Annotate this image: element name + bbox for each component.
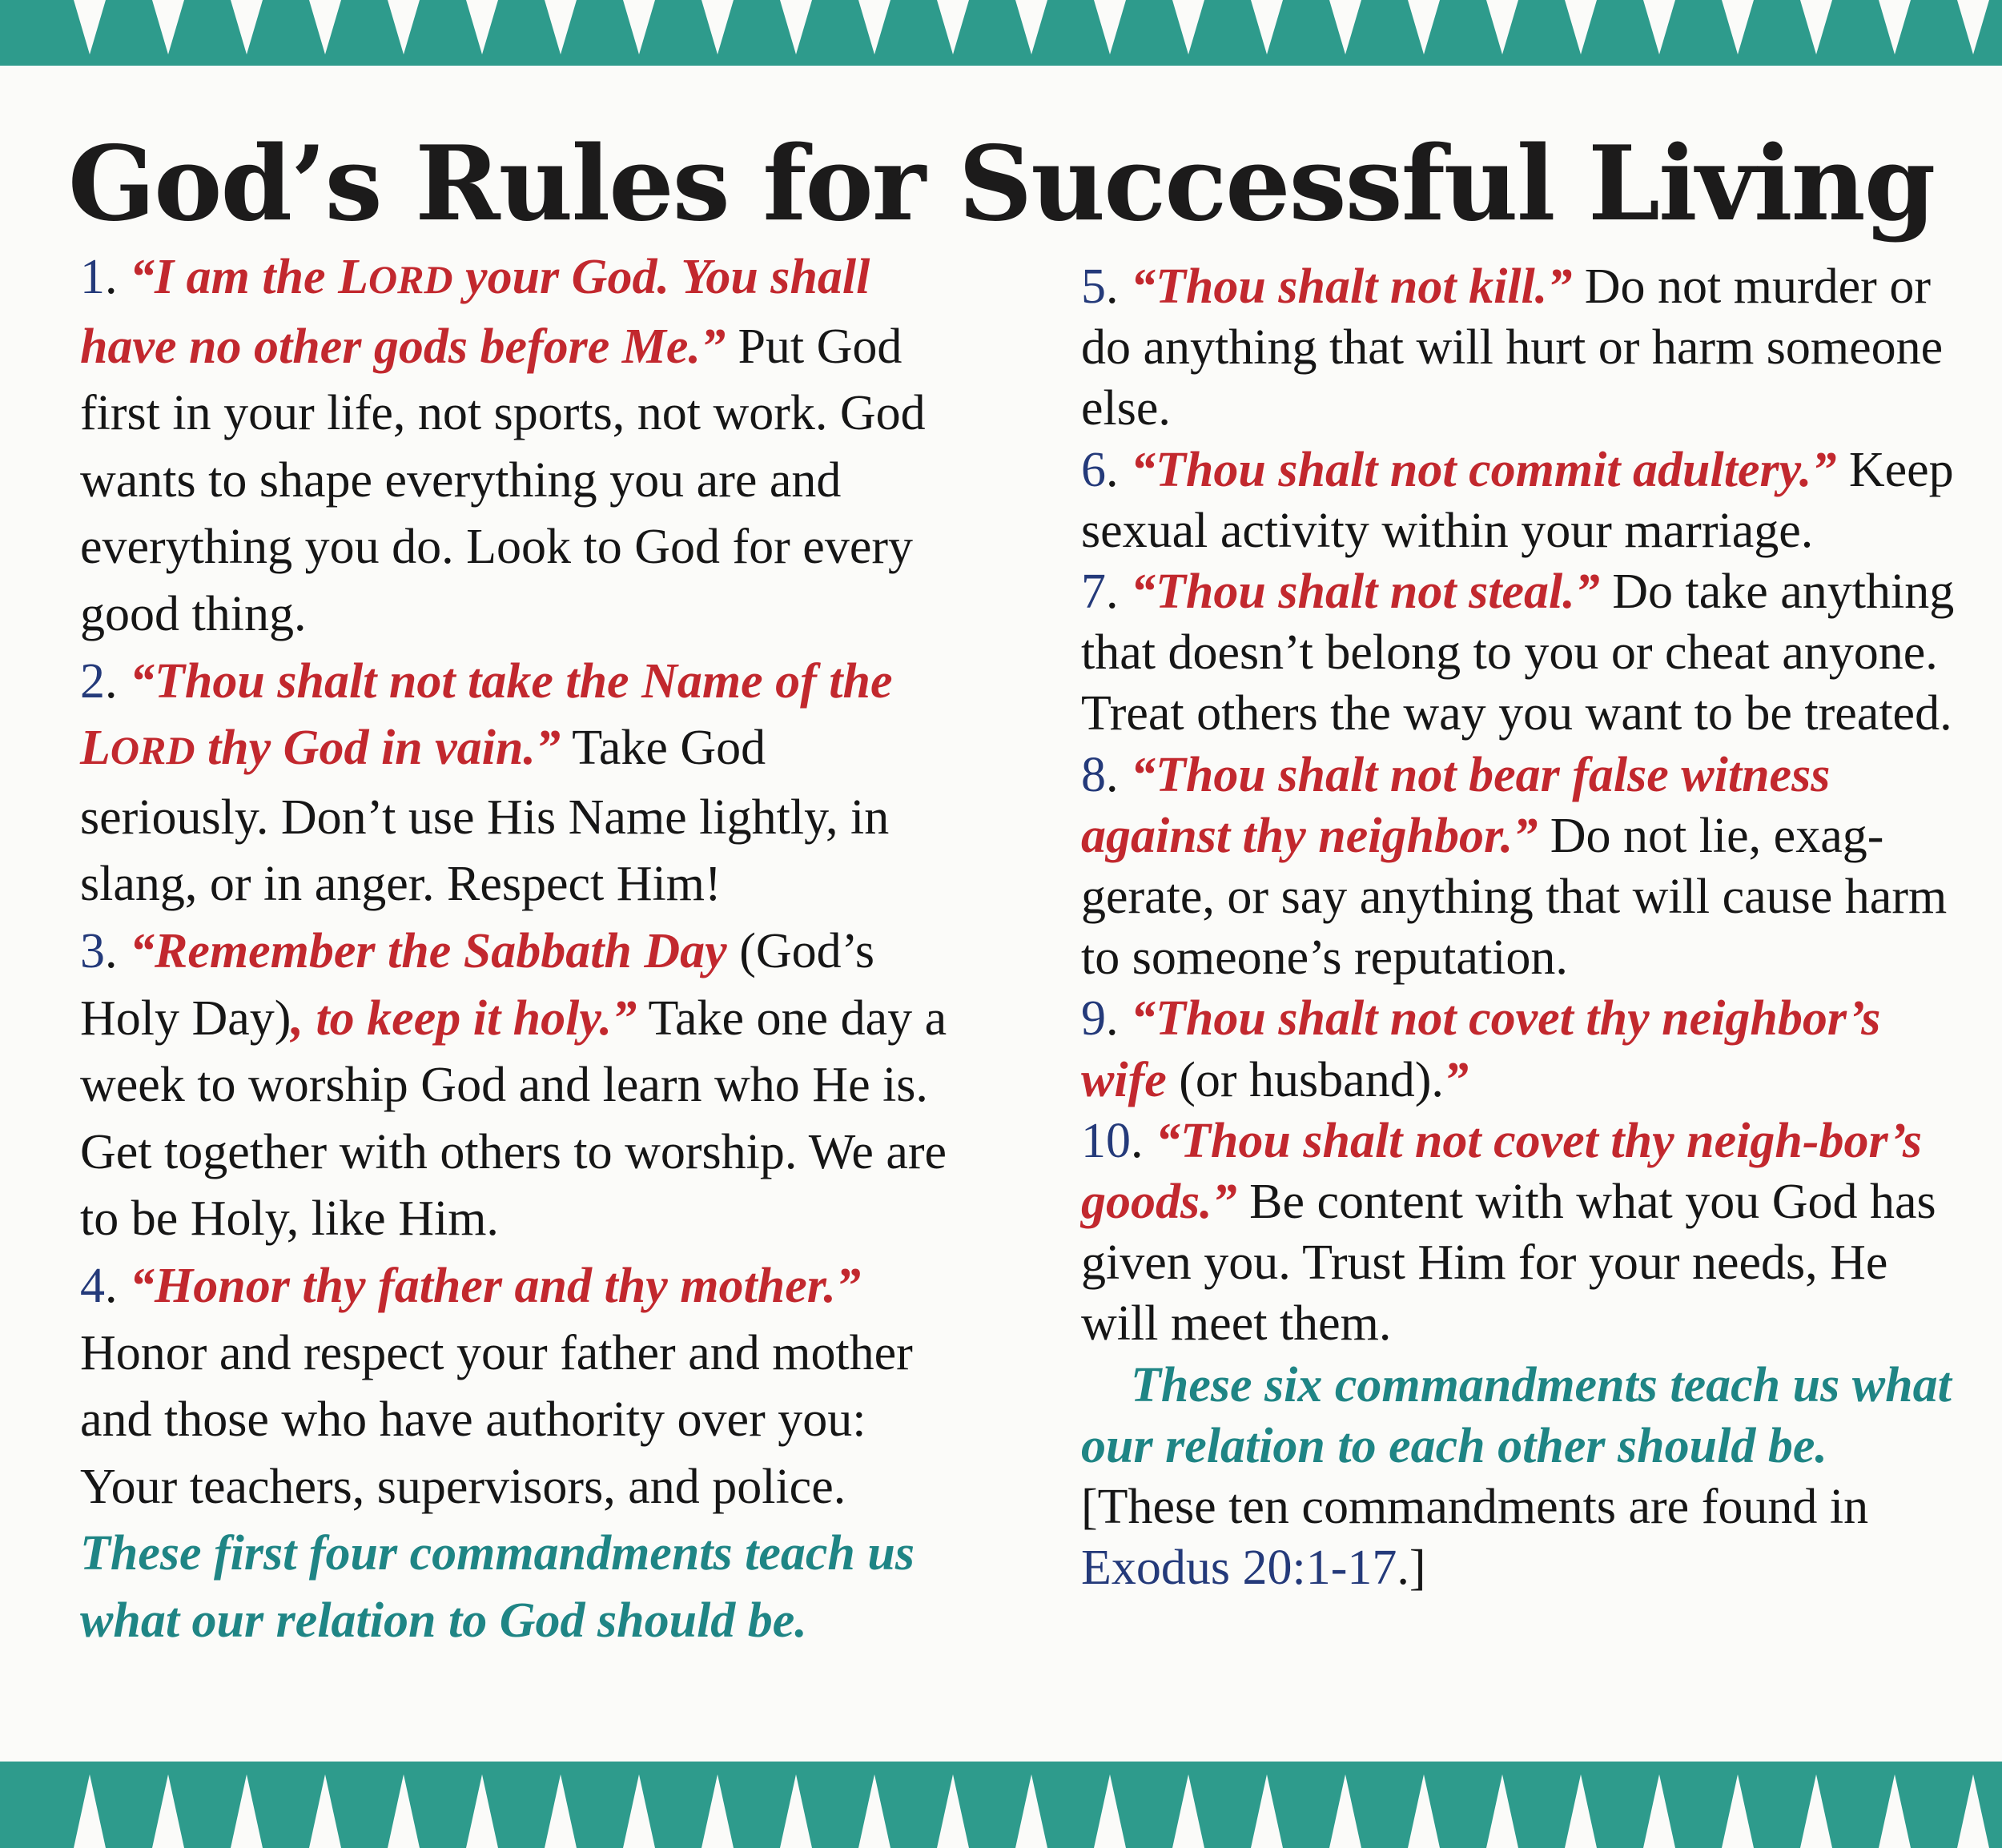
rule-9: 9. “Thou shalt not covet thy neighbor’s wife (or husband).” xyxy=(1081,991,1881,1107)
decorative-border-bottom xyxy=(0,1762,2002,1848)
right-column xyxy=(1081,256,1962,1598)
rule-2: 2. “Thou shalt not take the Name of the LORD thy God in vain.” Take God seriously. Don’t use His Name lightly, in slang, or in anger. Respect Him! xyxy=(80,653,893,912)
right-summary-note-text: These six commandments teach us what our relation to each other should be. xyxy=(1081,1357,1952,1473)
commandment-quote: “Thou shalt not kill.” xyxy=(1131,259,1573,314)
commandment-quote: “Honor thy father and thy mother.” xyxy=(130,1258,861,1313)
scripture-reference-close: .] xyxy=(1397,1541,1426,1596)
rule-number: 3 xyxy=(80,923,105,978)
rule-number: 1 xyxy=(80,250,105,304)
rule-5: 5. “Thou shalt not kill.” Do not murder or do anything that will hurt or harm someone else. xyxy=(1081,259,1944,436)
rule-4: 4. “Honor thy father and thy mother.” Honor and respect your father and mother and those who have authority over you: Your teachers, supervisors, and police. xyxy=(80,1258,913,1514)
rule-aside: (God’s Holy Day) xyxy=(80,923,874,1046)
rule-explanation: Honor and respect your father and mother and those who have authority over you: Your teachers, supervisors, and police. xyxy=(80,1325,913,1514)
commandment-quote: “I am the LORD your God. You shall have no other gods before Me.” xyxy=(80,250,870,374)
commandment-quote: “Thou shalt not commit adultery.” xyxy=(1131,442,1837,497)
commandment-quote: “Thou shalt not bear false witness against thy neighbor.” xyxy=(1081,747,1831,863)
commandment-quote: “Thou shalt not take the Name of the LORD thy God in vain.” xyxy=(80,653,893,776)
commandment-quote: “Thou shalt not steal.” xyxy=(1131,564,1600,620)
rule-explanation: Do take anything that doesn’t belong to you or cheat anyone. Treat others the way you want to be treated. xyxy=(1081,564,1955,741)
rule-explanation: Take God seriously. Don’t use His Name lightly, in slang, or in anger. Respect Him! xyxy=(80,721,890,912)
left-summary-note: These first four commandments teach us what our relation to God should be. xyxy=(80,1526,915,1648)
rule-10: 10. “Thou shalt not covet thy neigh-bor’s goods.” Be content with what you God has given you. Trust Him for your needs, He will meet them. xyxy=(1081,1113,1936,1352)
scripture-reference: Exodus 20:1-17 xyxy=(1081,1541,1397,1596)
rule-number: 5 xyxy=(1081,259,1106,314)
rule-number: 6 xyxy=(1081,442,1106,497)
rule-number: 2 xyxy=(80,653,105,709)
right-summary-note xyxy=(1081,1355,1962,1599)
commandment-quote: “Thou shalt not covet thy neigh-bor’s goods.” xyxy=(1081,1113,1923,1230)
rule-number: 9 xyxy=(1081,991,1106,1047)
scripture-reference-lead: [These ten commandments are found in xyxy=(1081,1480,1869,1535)
rule-8: 8. “Thou shalt not bear false witness against thy neighbor.” Do not lie, exag-gerate, or say anything that will cause harm to someone’s reputation. xyxy=(1081,747,1948,986)
rule-explanation: Take one day a week to worship God and learn who He is. Get together with others to worship. We are to be Holy, like Him. xyxy=(80,990,947,1247)
rule-6: 6. “Thou shalt not commit adultery.” Keep sexual activity within your marriage. xyxy=(1081,442,1954,558)
rule-7: 7. “Thou shalt not steal.” Do take anything that doesn’t belong to you or cheat anyone. Treat others the way you want to be treated. xyxy=(1081,564,1955,741)
commandment-quote-end: ” xyxy=(1443,1052,1469,1107)
commandment-quote: “Thou shalt not covet thy neighbor’s wife xyxy=(1081,991,1881,1107)
decorative-border-top xyxy=(0,0,2002,66)
rule-aside: (or husband). xyxy=(1166,1052,1444,1107)
rule-explanation: Be content with what you God has given you. Trust Him for your needs, He will meet them. xyxy=(1081,1175,1936,1352)
commandment-quote-end: , to keep it holy.” xyxy=(291,990,637,1046)
rule-number: 8 xyxy=(1081,747,1106,802)
rule-explanation: Do not lie, exag-gerate, or say anything that will cause harm to someone’s reputation. xyxy=(1081,808,1948,986)
rule-number: 10 xyxy=(1081,1113,1131,1168)
rule-explanation: Do not murder or do anything that will hurt or harm someone else. xyxy=(1081,259,1944,436)
page-title: God’s Rules for Successful Living xyxy=(67,124,1935,244)
rule-explanation: Put God first in your life, not sports, not work. God wants to shape everything you are and everything you do. Look to God for every good thing. xyxy=(80,319,926,641)
rule-explanation: Keep sexual activity within your marriage. xyxy=(1081,442,1954,558)
border-band xyxy=(0,1762,2002,1848)
rule-1: 1. “I am the LORD your God. You shall have no other gods before Me.” Put God first in your life, not sports, not work. God wants to shape everything you are and everything you do. Look to God for every good thing. xyxy=(80,250,926,641)
rule-number: 4 xyxy=(80,1258,105,1313)
rule-number: 7 xyxy=(1081,564,1106,620)
left-column xyxy=(80,244,953,1654)
commandment-quote: “Remember the Sabbath Day xyxy=(130,923,727,978)
border-band xyxy=(0,0,2002,66)
rule-3: 3. “Remember the Sabbath Day (God’s Holy Day), to keep it holy.” Take one day a week to worship God and learn who He is. Get together with others to worship. We are to be Holy, like Him. xyxy=(80,923,947,1247)
